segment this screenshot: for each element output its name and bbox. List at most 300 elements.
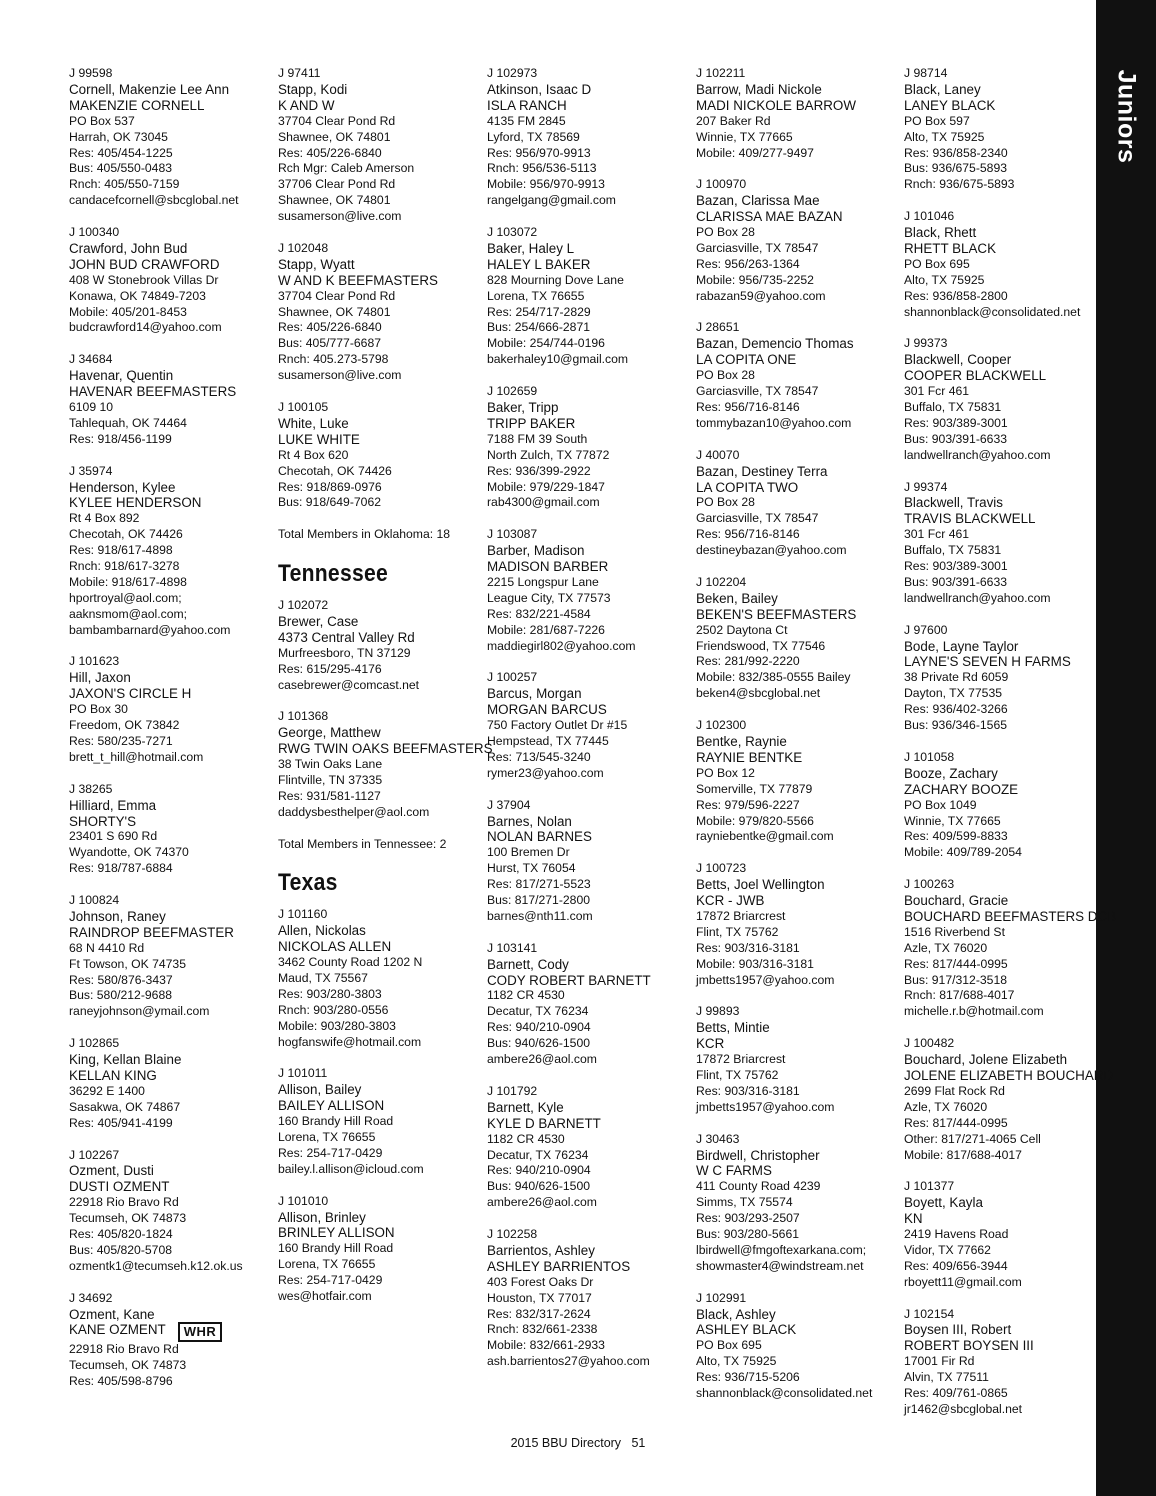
email-link[interactable]: casebrewer@comcast.net [278, 677, 420, 692]
member-name: Birdwell, Christopher [696, 1147, 820, 1163]
member-entry [278, 598, 478, 693]
email-link[interactable]: candacefcornell@sbcglobal.net [69, 193, 239, 208]
email-link[interactable]: beken4@sbcglobal.net [696, 686, 821, 701]
member-id: J 30463 [696, 1131, 740, 1146]
entry-line: Res: 832/221-4584 [487, 606, 591, 621]
entry-line: W AND K BEEFMASTERS [278, 272, 438, 288]
member-entry [696, 861, 896, 988]
member-entry [696, 1132, 896, 1275]
entry-line: NICKOLAS ALLEN [278, 939, 392, 955]
entry-line: Bus: 580/212-9688 [69, 988, 172, 1003]
entry-line: Freedom, OK 73842 [69, 718, 180, 733]
member-entry [487, 225, 687, 368]
member-id: J 98714 [904, 66, 948, 80]
email-link[interactable]: budcrawford14@yahoo.com [69, 320, 222, 335]
member-id: J 101046 [904, 209, 955, 224]
entry-line: K AND W [278, 97, 335, 113]
entry-line: Buffalo, TX 75831 [904, 543, 1002, 558]
member-id: J 38265 [69, 781, 113, 796]
entry-line: Maud, TX 75567 [278, 971, 368, 986]
entry-line: Res: 936/715-5206 [696, 1370, 800, 1385]
entry-line: Bus: 936/346-1565 [904, 718, 1007, 733]
member-entry [487, 798, 687, 925]
member-id: J 101058 [904, 749, 955, 764]
entry-line: Res: 903/280-3803 [278, 986, 382, 1001]
entry-line: 207 Baker Rd [696, 113, 771, 128]
entry-line: JOLENE ELIZABETH BOUCHARD [904, 1067, 1114, 1083]
state-total: Total Members in Tennessee: 2 [278, 836, 447, 851]
member-id: J 97411 [278, 66, 321, 80]
email-link[interactable]: rangelgang@gmail.com [487, 193, 616, 208]
entry-line: Bus: 405/777-6687 [278, 336, 381, 351]
member-id: J 35974 [69, 463, 113, 478]
member-id: J 40070 [696, 447, 740, 462]
entry-line: KELLAN KING [69, 1067, 157, 1083]
member-entry [487, 527, 687, 654]
member-name: Allison, Brinley [278, 1209, 366, 1225]
member-entry [696, 66, 896, 161]
directory-column-2 [278, 66, 493, 1321]
entry-line: Mobile: 832/661-2933 [487, 1338, 605, 1353]
email-link[interactable]: susamerson@live.com [278, 209, 402, 224]
entry-line: Bus: 903/280-5661 [696, 1227, 799, 1242]
email-link[interactable]: landwellranch@yahoo.com [904, 590, 1051, 605]
entry-line: Winnie, TX 77665 [696, 129, 793, 144]
entry-line: NOLAN BARNES [487, 829, 592, 845]
page-footer [0, 1436, 1156, 1450]
entry-line: PO Box 695 [904, 256, 970, 271]
email-link[interactable]: susamerson@live.com [278, 368, 402, 383]
entry-line: Res: 405/226-6840 [278, 320, 382, 335]
email-link[interactable]: lbirdwell@fmgoftexarkana.com; [696, 1242, 867, 1257]
member-entry [278, 241, 478, 384]
entry-line: ASHLEY BLACK [696, 1322, 797, 1338]
member-name: Henderson, Kylee [69, 479, 176, 495]
entry-line: Tecumseh, OK 74873 [69, 1358, 187, 1373]
member-id: J 100257 [487, 670, 538, 685]
entry-line: 22918 Rio Bravo Rd [69, 1342, 179, 1357]
entry-line: Res: 615/295-4176 [278, 661, 382, 676]
entry-line: Flint, TX 75762 [696, 924, 779, 939]
email-link[interactable]: rabazan59@yahoo.com [696, 288, 826, 303]
entry-line: Sasakwa, OK 74867 [69, 1099, 181, 1114]
member-id: J 103087 [487, 527, 538, 542]
member-id: J 101623 [69, 654, 120, 669]
member-entry [904, 877, 1117, 1020]
entry-line: Harrah, OK 73045 [69, 129, 168, 144]
entry-line: Res: 940/210-0904 [487, 1163, 591, 1178]
directory-column-4 [696, 66, 896, 1418]
email-link[interactable]: rymer23@yahoo.com [487, 765, 604, 780]
entry-line: JAXON'S CIRCLE H [69, 686, 192, 702]
entry-line: Hurst, TX 76054 [487, 861, 576, 876]
email-link[interactable]: brett_t_hill@hotmail.com [69, 749, 204, 764]
entry-line: Res: 254-717-0429 [278, 1273, 383, 1288]
member-entry [696, 448, 896, 559]
email-link[interactable]: michelle.r.b@hotmail.com [904, 1004, 1044, 1019]
entry-line: Res: 918/617-4898 [69, 543, 173, 558]
entry-line: 408 W Stonebrook Villas Dr [69, 272, 219, 287]
member-entry [904, 66, 1104, 193]
entry-line: Azle, TX 76020 [904, 1099, 988, 1114]
email-link[interactable]: jmbetts1957@yahoo.com [696, 1099, 835, 1114]
entry-line: ZACHARY BOOZE [904, 781, 1019, 797]
sidebar-tab [1096, 0, 1156, 1496]
email-link[interactable]: shannonblack@consolidated.net [904, 304, 1081, 319]
directory-column-5 [904, 66, 1117, 1434]
email-link[interactable]: ozmentk1@tecumseh.k12.ok.us [69, 1258, 243, 1273]
entry-line: Bus: 817/271-2800 [487, 893, 590, 908]
entry-line: Bus: 903/391-6633 [904, 431, 1007, 446]
entry-line: 17872 Briarcrest [696, 1052, 786, 1067]
entry-line: Decatur, TX 76234 [487, 1004, 589, 1019]
entry-line: BOUCHARD BEEFMASTERS DCB [904, 908, 1117, 924]
member-name: Atkinson, Isaac D [487, 81, 592, 97]
member-id: J 34692 [69, 1290, 113, 1305]
member-name: Allen, Nickolas [278, 923, 366, 939]
member-entry [69, 654, 269, 765]
member-name: Barrow, Madi Nickole [696, 81, 822, 97]
member-id: J 103072 [487, 225, 538, 240]
member-entry [487, 1084, 687, 1211]
entry-line: Res: 254-717-0429 [278, 1145, 383, 1160]
member-id: J 100340 [69, 225, 120, 240]
entry-line: Garciasville, TX 78547 [696, 511, 819, 526]
member-name: Bouchard, Jolene Elizabeth [904, 1052, 1068, 1068]
entry-line: Tahlequah, OK 74464 [69, 415, 187, 430]
member-entry [696, 575, 896, 702]
entry-line: 301 Fcr 461 [904, 384, 970, 399]
email-link[interactable]: hogfanswife@hotmail.com [278, 1034, 422, 1049]
entry-line: 4373 Central Valley Rd [278, 629, 415, 645]
email-link[interactable]: daddysbesthelper@aol.com [278, 804, 430, 819]
entry-line: Garciasville, TX 78547 [696, 240, 819, 255]
entry-line: 23401 S 690 Rd [69, 829, 158, 844]
entry-line: Mobile: 281/687-7226 [487, 622, 605, 637]
member-id: J 102204 [696, 574, 747, 589]
email-link[interactable]: ash.barrientos27@yahoo.com [487, 1354, 650, 1369]
email-link[interactable]: barnes@nth11.com [487, 908, 593, 923]
entry-line: Mobile: 979/820-5566 [696, 813, 814, 828]
member-entry [278, 709, 493, 820]
email-link[interactable]: ambere26@aol.com [487, 1195, 597, 1210]
email-link[interactable]: rboyett11@gmail.com [904, 1274, 1022, 1289]
member-name: Johnson, Raney [69, 908, 166, 924]
member-name: Blackwell, Cooper [904, 352, 1012, 368]
entry-line: W C FARMS [696, 1163, 772, 1179]
entry-line: 160 Brandy Hill Road [278, 1241, 394, 1256]
entry-line: RAINDROP BEEFMASTER [69, 924, 234, 940]
entry-line: Res: 903/293-2507 [696, 1211, 800, 1226]
entry-line: Lyford, TX 78569 [487, 129, 580, 144]
entry-line: Mobile: 956/735-2252 [696, 272, 814, 287]
entry-line: Res: 956/970-9913 [487, 145, 591, 160]
member-name: Barnett, Cody [487, 956, 569, 972]
member-name: Stapp, Kodi [278, 81, 348, 97]
entry-line: Rnch: 405.273-5798 [278, 352, 389, 367]
entry-line: RAYNIE BENTKE [696, 749, 803, 765]
email-link[interactable]: maddiegirl802@yahoo.com [487, 638, 636, 653]
entry-line: MADI NICKOLE BARROW [696, 97, 856, 113]
entry-line: 2502 Daytona Ct [696, 622, 788, 637]
entry-line: Rch Mgr: Caleb Amerson [278, 161, 415, 176]
member-name: Barcus, Morgan [487, 686, 582, 702]
entry-line: Rnch: 817/688-4017 [904, 988, 1015, 1003]
entry-line: HALEY L BAKER [487, 256, 591, 272]
entry-line: Mobile: 956/970-9913 [487, 177, 605, 192]
member-id: J 102991 [696, 1290, 747, 1305]
entry-line: Dayton, TX 77535 [904, 686, 1003, 701]
entry-line: Garciasville, TX 78547 [696, 384, 819, 399]
member-entry [487, 670, 687, 781]
member-id: J 28651 [696, 320, 740, 335]
member-id: J 34684 [69, 352, 113, 367]
entry-line: ISLA RANCH [487, 97, 567, 113]
email-link[interactable]: tommybazan10@yahoo.com [696, 415, 852, 430]
member-id: J 99598 [69, 66, 113, 80]
entry-line: Res: 936/858-2340 [904, 145, 1008, 160]
entry-line: Res: 817/444-0995 [904, 1115, 1008, 1130]
member-entry [69, 1036, 269, 1131]
entry-line: Res: 405/941-4199 [69, 1115, 173, 1130]
entry-line: BAILEY ALLISON [278, 1098, 385, 1114]
entry-line: MAKENZIE CORNELL [69, 97, 205, 113]
entry-line: Buffalo, TX 75831 [904, 400, 1002, 414]
member-id: J 101368 [278, 709, 329, 724]
member-id: J 100482 [904, 1036, 955, 1051]
entry-line: KCR - JWB [696, 893, 765, 909]
entry-line: Lorena, TX 76655 [278, 1257, 376, 1272]
entry-line: PO Box 28 [696, 495, 755, 510]
member-entry [904, 750, 1104, 861]
member-entry [696, 320, 896, 431]
entry-line: Wyandotte, OK 74370 [69, 845, 189, 860]
member-id: J 99374 [904, 479, 948, 494]
member-id: J 101160 [278, 907, 328, 922]
state-total: Total Members in Oklahoma: 18 [278, 527, 451, 542]
email-link[interactable]: hportroyal@aol.com; [69, 590, 182, 605]
member-id: J 100824 [69, 893, 120, 908]
entry-line: LUKE WHITE [278, 431, 360, 447]
member-entry [69, 352, 269, 447]
member-name: Ozment, Dusti [69, 1163, 154, 1179]
member-id: J 97600 [904, 622, 948, 637]
entry-line: TRAVIS BLACKWELL [904, 511, 1036, 527]
entry-line: Simms, TX 75574 [696, 1195, 793, 1210]
member-id: J 102659 [487, 384, 538, 399]
entry-line: Res: 281/992-2220 [696, 654, 800, 669]
member-id: J 101792 [487, 1083, 538, 1098]
member-name: Allison, Bailey [278, 1082, 362, 1098]
member-name: Crawford, John Bud [69, 240, 188, 256]
entry-line: PO Box 28 [696, 225, 755, 240]
member-name: Baker, Tripp [487, 400, 559, 415]
entry-line: 750 Factory Outlet Dr #15 [487, 718, 628, 733]
member-name: George, Matthew [278, 725, 381, 741]
entry-line: Res: 936/402-3266 [904, 702, 1008, 717]
entry-line: Lorena, TX 76655 [278, 1130, 376, 1145]
entry-line: Bus: 940/626-1500 [487, 1036, 590, 1051]
entry-line: KANE OZMENT [69, 1322, 166, 1338]
email-link[interactable]: destineybazan@yahoo.com [696, 543, 847, 558]
entry-line: 160 Brandy Hill Road [278, 1114, 394, 1129]
member-id: J 102300 [696, 718, 747, 733]
member-entry [69, 782, 269, 877]
entry-line: Mobile: 405/201-8453 [69, 304, 187, 319]
member-id: J 99373 [904, 336, 948, 351]
email-link[interactable]: jr1462@sbcglobal.net [904, 1401, 1023, 1416]
member-entry [278, 1066, 478, 1177]
entry-line: Houston, TX 77017 [487, 1290, 592, 1305]
email-link[interactable]: rayniebentke@gmail.com [696, 829, 834, 844]
sidebar-label [1096, 69, 1156, 163]
entry-line: MADISON BARBER [487, 559, 609, 575]
entry-line: Mobile: 409/277-9497 [696, 145, 814, 160]
entry-line: Res: 936/399-2922 [487, 463, 591, 478]
member-entry [904, 623, 1104, 734]
entry-line: Res: 903/316-3181 [696, 940, 800, 955]
member-name: Blackwell, Travis [904, 495, 1003, 511]
email-link[interactable]: bailey.l.allison@icloud.com [278, 1161, 424, 1176]
email-link[interactable]: shannonblack@consolidated.net [696, 1386, 873, 1401]
email-link[interactable]: rab4300@gmail.com [487, 495, 600, 510]
entry-line: PO Box 28 [696, 368, 755, 383]
entry-line: 403 Forest Oaks Dr [487, 1274, 594, 1289]
entry-line: Res: 918/869-0976 [278, 479, 382, 494]
entry-line: BRINLEY ALLISON [278, 1225, 395, 1241]
entry-line: Rnch: 405/550-7159 [69, 177, 180, 192]
email-link[interactable]: wes@hotfair.com [278, 1289, 372, 1304]
member-name: Boyett, Kayla [904, 1195, 983, 1211]
entry-line: Rnch: 832/661-2338 [487, 1322, 598, 1337]
state-heading: Texas [278, 869, 338, 897]
entry-line: Mobile: 903/316-3181 [696, 956, 814, 971]
entry-line: Res: 409/599-8833 [904, 829, 1008, 844]
entry-line: Bus: 405/820-5708 [69, 1242, 172, 1257]
email-link[interactable]: showmaster4@windstream.net [696, 1258, 864, 1273]
entry-line: Rt 4 Box 620 [278, 447, 349, 462]
entry-line: Bus: 936/675-5893 [904, 161, 1007, 176]
member-name: Bentke, Raynie [696, 733, 787, 749]
entry-line: 17872 Briarcrest [696, 908, 786, 923]
entry-line: 22918 Rio Bravo Rd [69, 1195, 179, 1210]
email-link[interactable]: landwellranch@yahoo.com [904, 447, 1051, 462]
member-name: Barrientos, Ashley [487, 1242, 595, 1258]
entry-line: 6109 10 [69, 400, 114, 414]
entry-line: DUSTI OZMENT [69, 1179, 170, 1195]
entry-line: LA COPITA ONE [696, 352, 797, 368]
entry-line: JOHN BUD CRAWFORD [69, 256, 220, 272]
member-entry [487, 1227, 687, 1370]
member-id: J 102973 [487, 66, 538, 80]
entry-line: 68 N 4410 Rd [69, 940, 145, 955]
page-number: 51 [631, 1436, 646, 1450]
member-id: J 102211 [696, 66, 746, 80]
member-entry [696, 1004, 896, 1115]
entry-line: KYLE D BARNETT [487, 1115, 601, 1131]
member-name: Black, Ashley [696, 1306, 776, 1322]
member-id: J 100723 [696, 861, 747, 876]
member-name: Cornell, Makenzie Lee Ann [69, 81, 230, 97]
email-link[interactable]: jmbetts1957@yahoo.com [696, 972, 835, 987]
entry-line: 38 Private Rd 6059 [904, 670, 1009, 685]
entry-line: League City, TX 77573 [487, 590, 611, 605]
member-name: Barnes, Nolan [487, 813, 572, 829]
member-name: Bazan, Demencio Thomas [696, 336, 854, 352]
email-link[interactable]: raneyjohnson@ymail.com [69, 1004, 210, 1019]
entry-line: SHORTY'S [69, 813, 137, 829]
entry-line: BEKEN'S BEEFMASTERS [696, 606, 857, 622]
entry-line: 4135 FM 2845 [487, 113, 566, 128]
entry-line: 37706 Clear Pond Rd [278, 177, 396, 192]
entry-line: Mobile: 409/789-2054 [904, 845, 1022, 860]
entry-line: Res: 409/656-3944 [904, 1258, 1008, 1273]
entry-line: Friendswood, TX 77546 [696, 638, 826, 653]
member-name: Hill, Jaxon [69, 670, 131, 686]
entry-line: LAYNE'S SEVEN H FARMS [904, 654, 1071, 670]
member-name: Beken, Bailey [696, 590, 778, 606]
member-id: J 101010 [278, 1193, 329, 1208]
entry-line: Mobile: 979/229-1847 [487, 479, 605, 494]
entry-line: Res: 956/263-1364 [696, 256, 800, 271]
entry-line: 17001 Fir Rd [904, 1354, 975, 1369]
entry-line: Lorena, TX 76655 [487, 288, 585, 303]
entry-line: Somerville, TX 77879 [696, 781, 813, 796]
email-link[interactable]: bambambarnard@yahoo.com [69, 622, 231, 637]
entry-line: Alto, TX 75925 [904, 272, 985, 287]
member-id: J 103141 [487, 940, 538, 955]
whr-logo: WHR [178, 1322, 223, 1342]
email-link[interactable]: bakerhaley10@gmail.com [487, 352, 629, 367]
entry-line: Res: 405/820-1824 [69, 1227, 173, 1242]
entry-line: Alvin, TX 77511 [904, 1370, 989, 1385]
member-id: J 99893 [696, 1004, 740, 1019]
member-entry [278, 66, 478, 225]
email-link[interactable]: ambere26@aol.com [487, 1052, 597, 1067]
entry-line: Res: 903/316-3181 [696, 1083, 800, 1098]
entry-line: Res: 254/717-2829 [487, 304, 591, 319]
entry-line: Res: 903/389-3001 [904, 415, 1008, 430]
member-entry [904, 336, 1104, 463]
member-id: J 100105 [278, 400, 329, 414]
entry-line: Vidor, TX 77662 [904, 1242, 991, 1257]
entry-line: 411 County Road 4239 [696, 1179, 821, 1194]
member-name: Ozment, Kane [69, 1306, 155, 1322]
member-entry [69, 1291, 269, 1391]
directory-column-3 [487, 66, 687, 1386]
entry-line: Res: 817/271-5523 [487, 877, 591, 892]
entry-line: Res: 580/235-7271 [69, 734, 173, 748]
email-link[interactable]: aaknsmom@aol.com; [69, 606, 188, 621]
entry-line: 38 Twin Oaks Lane [278, 757, 383, 772]
entry-line: Bus: 917/312-3518 [904, 972, 1007, 987]
member-id: J 101377 [904, 1179, 955, 1194]
member-id: J 101011 [278, 1066, 328, 1081]
entry-line: LA COPITA TWO [696, 479, 799, 495]
entry-line: Alto, TX 75925 [904, 129, 985, 144]
entry-line: Res: 918/456-1199 [69, 431, 172, 446]
entry-line: PO Box 30 [69, 702, 128, 717]
entry-line: COOPER BLACKWELL [904, 368, 1047, 384]
entry-line: Checotah, OK 74426 [278, 463, 392, 478]
entry-line: Rnch: 956/536-5113 [487, 161, 597, 176]
entry-line: 2699 Flat Rock Rd [904, 1083, 1005, 1098]
entry-line: Murfreesboro, TN 37129 [278, 645, 411, 660]
entry-line: Res: 405/226-6840 [278, 145, 382, 160]
entry-line: Bus: 903/391-6633 [904, 574, 1007, 589]
entry-line: 301 Fcr 461 [904, 527, 970, 542]
member-name: Betts, Mintie [696, 1020, 770, 1036]
